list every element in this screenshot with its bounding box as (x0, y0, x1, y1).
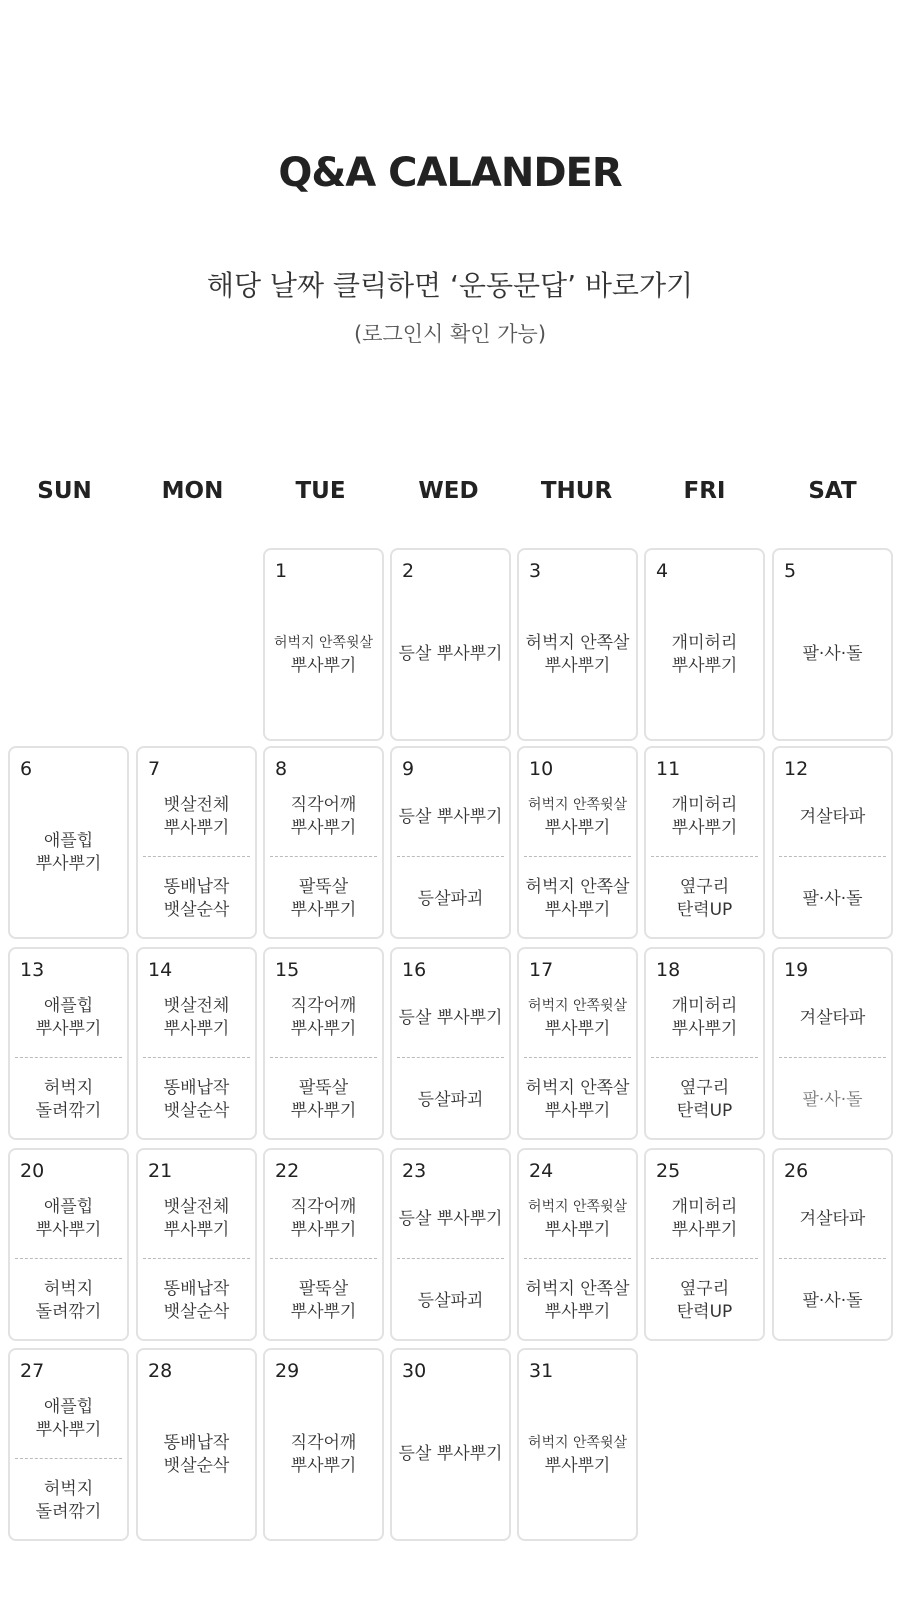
dashed-divider (15, 1057, 122, 1058)
dashed-divider (15, 1458, 122, 1459)
workout-top[interactable] (392, 580, 509, 729)
workout-line: 허벅지 안쪽윗살 (527, 1434, 628, 1451)
workout-line: 등살 뿌사뿌기 (398, 1444, 503, 1464)
day-cell-1[interactable] (263, 548, 384, 741)
dashed-divider (397, 1258, 504, 1259)
workout-line: 허벅지 안쪽윗살 (527, 998, 628, 1014)
day-cell-27[interactable] (8, 1348, 129, 1541)
workout-bottom[interactable] (138, 1260, 255, 1342)
workout-top[interactable] (392, 1380, 509, 1529)
dashed-divider (524, 1258, 631, 1259)
workout-bottom[interactable] (392, 1260, 509, 1342)
dashed-divider (779, 1057, 886, 1058)
day-number: 1 (275, 560, 288, 582)
workout-line: 개미허리 (671, 996, 738, 1016)
workout-line: 등살파괴 (417, 1290, 484, 1311)
workout-line: 개미허리 (671, 632, 738, 653)
workout-line: 허벅지 안쪽살 (525, 1279, 630, 1299)
day-number: 20 (20, 1160, 45, 1182)
weekday-wed: WED (418, 478, 479, 504)
day-number: 12 (784, 758, 809, 780)
workout-line: 똥배납작 (163, 1432, 230, 1453)
day-cell-10[interactable] (517, 746, 638, 939)
workout-line: 허벅지 안쪽윗살 (527, 797, 628, 813)
workout-bottom[interactable] (519, 858, 636, 940)
workout-top[interactable] (519, 776, 636, 858)
day-number: 23 (402, 1160, 427, 1182)
workout-bottom[interactable] (774, 858, 891, 940)
day-number: 11 (656, 758, 681, 780)
weekday-fri: FRI (683, 478, 726, 504)
day-number: 19 (784, 959, 809, 981)
workout-line: 뿌사뿌기 (290, 818, 357, 838)
workout-bottom[interactable] (774, 1260, 891, 1342)
workout-top[interactable] (519, 580, 636, 729)
workout-line: 뿌사뿌기 (544, 655, 611, 676)
workout-line: 등살파괴 (417, 1089, 484, 1110)
day-number: 14 (148, 959, 173, 981)
day-cell-13[interactable] (8, 947, 129, 1140)
day-cell-8[interactable] (263, 746, 384, 939)
day-cell-18[interactable] (644, 947, 765, 1140)
day-cell-12[interactable] (772, 746, 893, 939)
workout-line: 직각어깨 (290, 1197, 357, 1217)
workout-top[interactable] (392, 1178, 509, 1260)
day-cell-7[interactable] (136, 746, 257, 939)
dashed-divider (651, 1258, 758, 1259)
workout-line: 뿌사뿌기 (290, 655, 357, 676)
workout-top[interactable] (138, 1178, 255, 1260)
page-subtitle: 해당 날짜 클릭하면 ‘운동문답’ 바로가기 (206, 269, 694, 302)
workout-line: 탄력UP (676, 900, 733, 920)
workout-line: 허벅지 안쪽살 (525, 632, 630, 653)
workout-line: 뿌사뿌기 (544, 1019, 611, 1039)
workout-line: 뿌사뿌기 (671, 1220, 738, 1240)
workout-line: 뱃살순삭 (163, 900, 230, 920)
day-number: 31 (529, 1360, 554, 1382)
workout-top[interactable] (138, 776, 255, 858)
day-number: 10 (529, 758, 554, 780)
workout-line: 뿌사뿌기 (544, 1302, 611, 1322)
day-cell-28[interactable] (136, 1348, 257, 1541)
weekday-mon: MON (161, 478, 224, 504)
workout-line: 탄력UP (676, 1101, 733, 1121)
workout-top[interactable] (392, 776, 509, 858)
workout-bottom[interactable] (646, 1059, 763, 1141)
dashed-divider (143, 1057, 250, 1058)
workout-bottom[interactable] (265, 1059, 382, 1141)
workout-top[interactable] (774, 977, 891, 1059)
workout-top[interactable] (774, 580, 891, 729)
workout-bottom[interactable] (138, 858, 255, 940)
workout-bottom[interactable] (392, 858, 509, 940)
workout-line: 애플힙 (43, 996, 94, 1016)
workout-line: 뿌사뿌기 (671, 818, 738, 838)
day-cell-11[interactable] (644, 746, 765, 939)
day-cell-24[interactable] (517, 1148, 638, 1341)
workout-line: 뿌사뿌기 (544, 900, 611, 920)
day-cell-5[interactable] (772, 548, 893, 741)
workout-line: 팔·사·돌 (802, 1089, 863, 1110)
dashed-divider (524, 1057, 631, 1058)
workout-top[interactable] (646, 776, 763, 858)
workout-bottom[interactable] (519, 1260, 636, 1342)
workout-line: 뱃살순삭 (163, 1455, 230, 1476)
workout-bottom[interactable] (265, 1260, 382, 1342)
day-number: 21 (148, 1160, 173, 1182)
day-cell-19[interactable] (772, 947, 893, 1140)
day-number: 3 (529, 560, 542, 582)
day-cell-6[interactable] (8, 746, 129, 939)
workout-top[interactable] (265, 1380, 382, 1529)
day-cell-3[interactable] (517, 548, 638, 741)
workout-top[interactable] (10, 977, 127, 1059)
workout-line: 탄력UP (676, 1302, 733, 1322)
workout-line: 개미허리 (671, 795, 738, 815)
workout-line: 직각어깨 (290, 996, 357, 1016)
workout-bottom[interactable] (138, 1059, 255, 1141)
workout-line: 등살 뿌사뿌기 (398, 806, 503, 827)
workout-line: 옆구리 (679, 1078, 730, 1098)
day-number: 17 (529, 959, 554, 981)
day-number: 29 (275, 1360, 300, 1382)
workout-line: 뿌사뿌기 (544, 1220, 611, 1240)
workout-line: 팔·사·돌 (802, 1290, 863, 1311)
workout-line: 직각어깨 (290, 1432, 357, 1453)
workout-bottom[interactable] (10, 1460, 127, 1542)
day-number: 9 (402, 758, 415, 780)
dashed-divider (143, 856, 250, 857)
day-number: 4 (656, 560, 669, 582)
workout-line: 똥배납작 (163, 1279, 230, 1299)
workout-line: 뿌사뿌기 (544, 1455, 611, 1476)
workout-line: 애플힙 (43, 1397, 94, 1417)
workout-line: 뿌사뿌기 (35, 1220, 102, 1240)
workout-line: 돌려깎기 (35, 1101, 102, 1121)
dashed-divider (779, 856, 886, 857)
day-number: 6 (20, 758, 33, 780)
workout-line: 개미허리 (671, 1197, 738, 1217)
workout-top[interactable] (10, 1378, 127, 1460)
workout-line: 허벅지 안쪽윗살 (527, 1199, 628, 1215)
workout-line: 뿌사뿌기 (544, 818, 611, 838)
day-cell-23[interactable] (390, 1148, 511, 1341)
dashed-divider (270, 856, 377, 857)
workout-line: 허벅지 안쪽살 (525, 877, 630, 897)
workout-line: 뱃살순삭 (163, 1101, 230, 1121)
workout-top[interactable] (265, 580, 382, 729)
workout-line: 뿌사뿌기 (163, 818, 230, 838)
day-number: 15 (275, 959, 300, 981)
workout-line: 겨살타파 (799, 1208, 866, 1229)
dashed-divider (270, 1057, 377, 1058)
day-cell-25[interactable] (644, 1148, 765, 1341)
workout-bottom[interactable] (774, 1059, 891, 1141)
workout-line: 뿌사뿌기 (671, 1019, 738, 1039)
workout-top[interactable] (774, 1178, 891, 1260)
workout-line: 뱃살전체 (163, 1197, 230, 1217)
day-number: 8 (275, 758, 288, 780)
workout-line: 팔뚝살 (298, 1279, 349, 1299)
day-cell-20[interactable] (8, 1148, 129, 1341)
dashed-divider (397, 1057, 504, 1058)
workout-line: 허벅지 (43, 1479, 94, 1499)
day-cell-22[interactable] (263, 1148, 384, 1341)
workout-line: 팔뚝살 (298, 1078, 349, 1098)
day-number: 24 (529, 1160, 554, 1182)
workout-bottom[interactable] (265, 858, 382, 940)
weekday-sun: SUN (37, 478, 92, 504)
day-number: 27 (20, 1360, 45, 1382)
dashed-divider (524, 856, 631, 857)
workout-line: 옆구리 (679, 1279, 730, 1299)
day-number: 2 (402, 560, 415, 582)
dashed-divider (651, 856, 758, 857)
workout-line: 팔·사·돌 (802, 644, 863, 664)
weekday-header (4, 478, 898, 518)
workout-line: 팔뚝살 (298, 877, 349, 897)
dashed-divider (143, 1258, 250, 1259)
day-cell-26[interactable] (772, 1148, 893, 1341)
day-cell-29[interactable] (263, 1348, 384, 1541)
dashed-divider (15, 1258, 122, 1259)
login-note: (로그인시 확인 가능) (353, 322, 547, 346)
workout-line: 애플힙 (43, 1197, 94, 1217)
day-cell-31[interactable] (517, 1348, 638, 1541)
day-number: 18 (656, 959, 681, 981)
workout-line: 등살파괴 (417, 888, 484, 909)
dashed-divider (651, 1057, 758, 1058)
workout-top[interactable] (519, 1178, 636, 1260)
workout-top[interactable] (10, 778, 127, 927)
workout-top[interactable] (265, 1178, 382, 1260)
workout-line: 등살 뿌사뿌기 (398, 1007, 503, 1028)
workout-bottom[interactable] (646, 858, 763, 940)
workout-line: 겨살타파 (799, 1007, 866, 1028)
workout-line: 뿌사뿌기 (544, 1101, 611, 1121)
workout-top[interactable] (138, 977, 255, 1059)
workout-line: 직각어깨 (290, 795, 357, 815)
day-cell-30[interactable] (390, 1348, 511, 1541)
day-number: 26 (784, 1160, 809, 1182)
day-cell-14[interactable] (136, 947, 257, 1140)
workout-line: 뱃살순삭 (163, 1302, 230, 1322)
day-cell-2[interactable] (390, 548, 511, 741)
workout-line: 뿌사뿌기 (290, 1019, 357, 1039)
day-cell-9[interactable] (390, 746, 511, 939)
workout-line: 애플힙 (43, 830, 94, 851)
workout-line: 허벅지 (43, 1279, 94, 1299)
workout-line: 뿌사뿌기 (290, 1455, 357, 1476)
day-cell-16[interactable] (390, 947, 511, 1140)
weekday-tue: TUE (295, 478, 346, 504)
day-cell-4[interactable] (644, 548, 765, 741)
workout-line: 똥배납작 (163, 1078, 230, 1098)
day-number: 28 (148, 1360, 173, 1382)
day-cell-17[interactable] (517, 947, 638, 1140)
page-title: Q&A CALANDER (278, 150, 622, 196)
workout-line: 등살 뿌사뿌기 (398, 644, 503, 664)
workout-line: 뱃살전체 (163, 795, 230, 815)
workout-bottom[interactable] (392, 1059, 509, 1141)
weekday-sat: SAT (808, 478, 857, 504)
workout-line: 돌려깎기 (35, 1302, 102, 1322)
workout-line: 허벅지 안쪽살 (525, 1078, 630, 1098)
workout-top[interactable] (265, 977, 382, 1059)
workout-line: 겨살타파 (799, 806, 866, 827)
workout-line: 뿌사뿌기 (290, 1220, 357, 1240)
workout-top[interactable] (646, 1178, 763, 1260)
workout-top[interactable] (646, 580, 763, 729)
day-cell-21[interactable] (136, 1148, 257, 1341)
workout-line: 뿌사뿌기 (671, 655, 738, 676)
dashed-divider (270, 1258, 377, 1259)
dashed-divider (779, 1258, 886, 1259)
workout-line: 뿌사뿌기 (163, 1019, 230, 1039)
day-cell-15[interactable] (263, 947, 384, 1140)
workout-top[interactable] (10, 1178, 127, 1260)
workout-line: 뿌사뿌기 (35, 853, 102, 874)
workout-top[interactable] (519, 977, 636, 1059)
workout-line: 뿌사뿌기 (35, 1019, 102, 1039)
dashed-divider (397, 856, 504, 857)
day-number: 30 (402, 1360, 427, 1382)
day-number: 5 (784, 560, 797, 582)
day-number: 7 (148, 758, 161, 780)
workout-top[interactable] (646, 977, 763, 1059)
workout-line: 허벅지 안쪽윗살 (273, 634, 374, 651)
workout-line: 뿌사뿌기 (290, 900, 357, 920)
workout-line: 팔·사·돌 (802, 888, 863, 909)
day-number: 16 (402, 959, 427, 981)
workout-bottom[interactable] (10, 1260, 127, 1342)
workout-line: 똥배납작 (163, 877, 230, 897)
workout-line: 돌려깎기 (35, 1502, 102, 1522)
workout-line: 뱃살전체 (163, 996, 230, 1016)
workout-line: 뿌사뿌기 (35, 1420, 102, 1440)
workout-line: 뿌사뿌기 (163, 1220, 230, 1240)
weekday-thur: THUR (540, 478, 613, 504)
workout-line: 옆구리 (679, 877, 730, 897)
workout-line: 등살 뿌사뿌기 (398, 1208, 503, 1229)
day-number: 25 (656, 1160, 681, 1182)
day-number: 22 (275, 1160, 300, 1182)
workout-bottom[interactable] (646, 1260, 763, 1342)
workout-top[interactable] (774, 776, 891, 858)
workout-bottom[interactable] (10, 1059, 127, 1141)
workout-top[interactable] (265, 776, 382, 858)
workout-line: 뿌사뿌기 (290, 1101, 357, 1121)
workout-line: 뿌사뿌기 (290, 1302, 357, 1322)
workout-top[interactable] (519, 1380, 636, 1529)
day-number: 13 (20, 959, 45, 981)
workout-top[interactable] (392, 977, 509, 1059)
workout-line: 허벅지 (43, 1078, 94, 1098)
workout-top[interactable] (138, 1380, 255, 1529)
workout-bottom[interactable] (519, 1059, 636, 1141)
